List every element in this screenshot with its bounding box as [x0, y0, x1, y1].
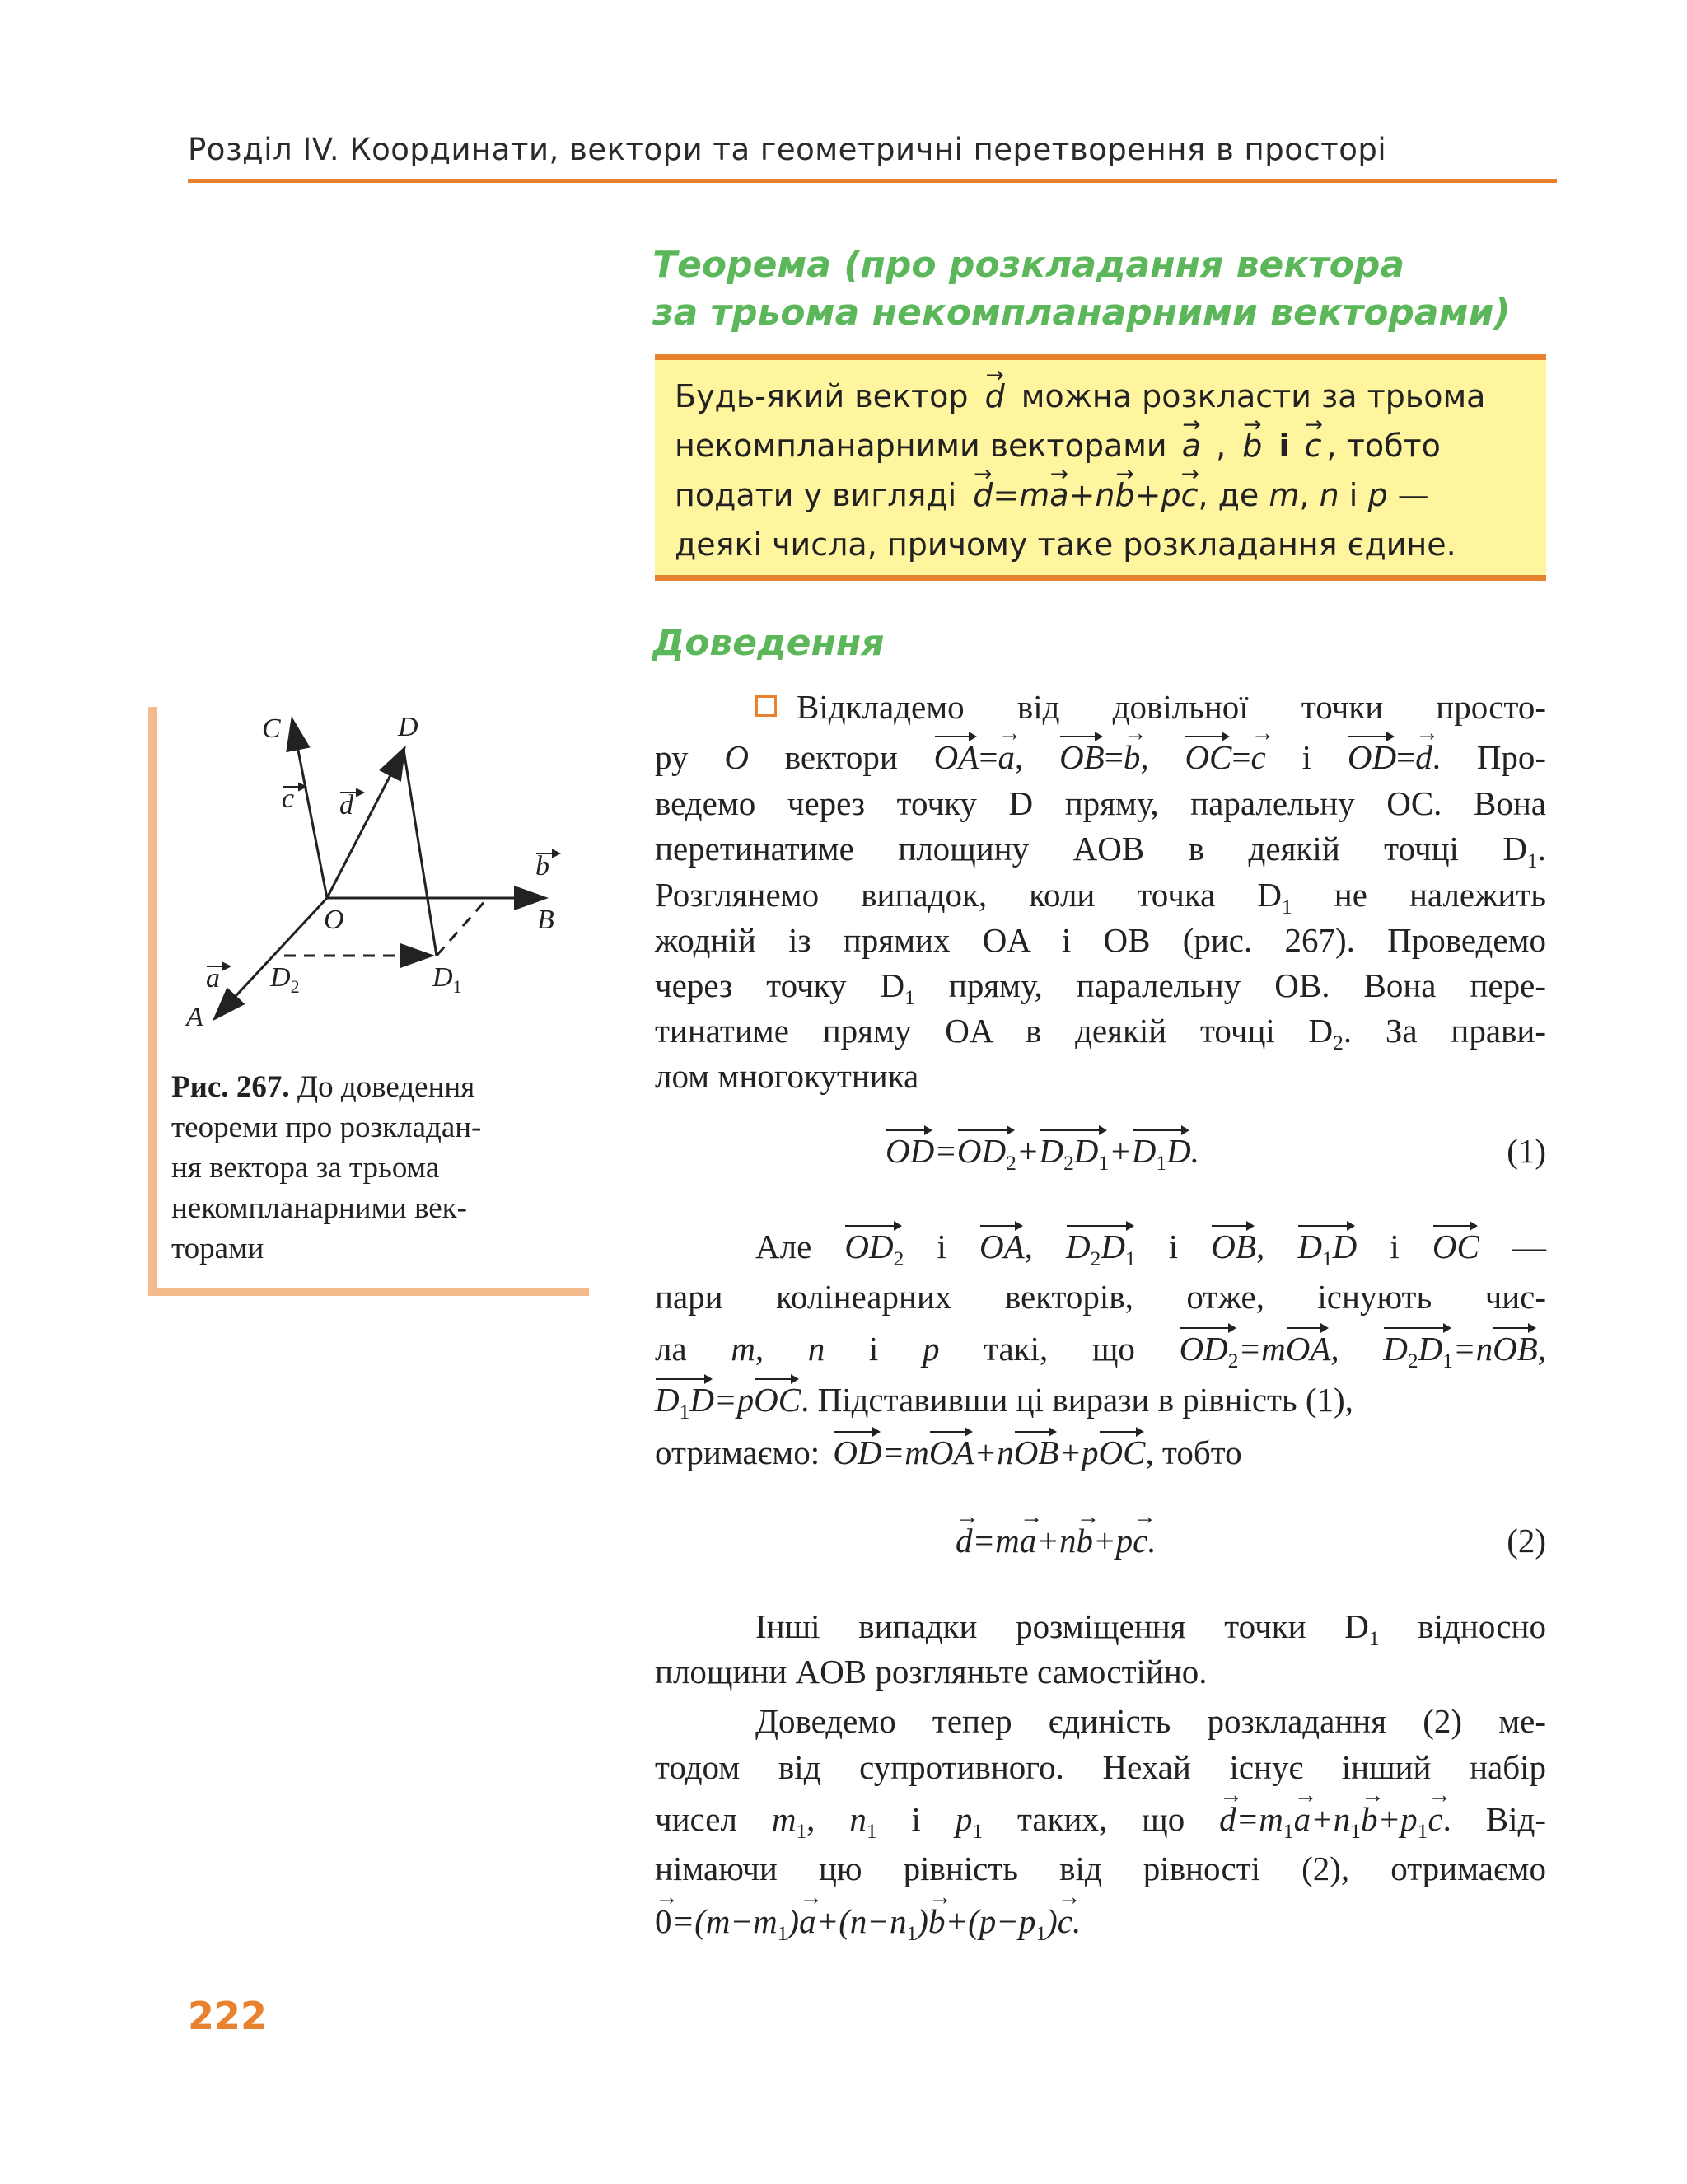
proof-p1-line1: Відкладемо від довільної точки просто- — [755, 686, 1546, 727]
theorem-box — [655, 354, 1546, 581]
equation-2-number: (2) — [1507, 1522, 1546, 1560]
proof-p4-line4: німаючи цю рівність від рівності (2), отримаємо — [655, 1850, 1546, 1887]
proof-p3-line1: Інші випадки розміщення точки $D_1$ відносно — [755, 1607, 1546, 1651]
label-vec-a: a — [206, 963, 220, 994]
proof-p4-line1: Доведемо тепер єдиність розкладання (2) ме- — [755, 1702, 1546, 1740]
proof-p1-line3: ведемо через точку D пряму, паралельну OC. Вона — [655, 784, 1546, 822]
chapter-header: Розділ IV. Координати, вектори та геометричні перетворення в просторі — [188, 132, 1387, 167]
proof-p4-line3: чисел $m_1$, $n_1$ і $p_1$ таких, що → $d=m_1\to a+n_1\to b+p_1\to c$. Від- — [655, 1798, 1546, 1852]
page-number: 222 — [188, 1994, 268, 2038]
proof-title: Доведення — [652, 622, 885, 664]
figure-267-diagram — [165, 692, 593, 1055]
proof-start-marker — [755, 695, 777, 717]
proof-p1-line8: тинатиме пряму OA в деякій точці $D_2$. За прави- — [655, 1012, 1546, 1055]
theorem-line-4: деякі числа, причому таке розкладання єдине. — [675, 526, 1456, 563]
label-D: D — [398, 712, 418, 742]
figure-caption: Рис. 267. До доведення теореми про розкладан- ня вектора за трьома некомпланарними век- торами — [171, 1070, 482, 1265]
proof-p1-line6: жодній із прямих OA і OB (рис. 267). Проведемо — [655, 921, 1546, 959]
proof-p3-line2: площини AOB розгляньте самостійно. — [655, 1653, 1208, 1691]
proof-p2-line2: пари колінеарних векторів, отже, існують чис- — [655, 1278, 1546, 1316]
label-vec-d: d — [339, 790, 353, 821]
theorem-title-line1: Теорема (про розкладання вектора — [652, 244, 1405, 286]
label-vec-b: b — [535, 851, 549, 882]
label-O: O — [324, 905, 344, 935]
theorem-line-1: Будь-який вектор → d можна розкласти за трьома — [675, 378, 1485, 414]
segment-d-d1 — [404, 750, 437, 956]
proof-p1-line9: лом многокутника — [655, 1057, 919, 1095]
label-B: B — [537, 905, 554, 935]
header-divider — [188, 179, 1557, 183]
proof-p2-line4: $D_1D=pOC$. Підставивши ці вирази в рівність (1), — [655, 1379, 1546, 1433]
proof-p1-line7: через точку $D_1$ пряму, паралельну OB. Вона пере- — [655, 966, 1546, 1010]
vector-a-arrow — [216, 898, 327, 1017]
theorem-line-2: некомпланарними векторами → a , → b і → c , тобто — [675, 428, 1441, 464]
sidebar-border-bottom — [148, 1288, 589, 1296]
theorem-title-line2: за трьома некомпланарними векторами) — [652, 292, 1511, 334]
theorem-line-3: подати у вигляді → d=m→ a+n→ b+p→ c, де m, n і p — — [675, 477, 1429, 513]
label-vec-c: c — [282, 783, 295, 814]
proof-p1-line2: ру O вектори OA=→ a, OB=→ b, OC=→ c і OD=→ d. Про- — [655, 737, 1546, 778]
label-C: C — [262, 713, 281, 744]
figure-caption-label: Рис. 267. — [171, 1070, 290, 1104]
sidebar-border-left — [148, 707, 157, 1296]
proof-p4-line2: тодом від супротивного. Нехай існує інший набір — [655, 1748, 1546, 1786]
label-A: A — [186, 1002, 203, 1032]
vector-d-arrow — [327, 750, 404, 898]
label-D1: $D_1$ — [432, 962, 462, 997]
vector-c-arrow — [292, 721, 327, 898]
proof-p4-line5: → $0=(m-m_1)\to a+(n-n_1)\to b+(p-p_1)\to c$. — [655, 1901, 1546, 1954]
proof-p2-line1: Але $OD_2$ і OA, $D_2D_1$ і OB, $D_1D$ і OC — — [755, 1226, 1546, 1279]
equation-1-number: (1) — [1507, 1132, 1546, 1170]
proof-p1-line5: Розглянемо випадок, коли точка $D_1$ не належить — [655, 876, 1546, 919]
proof-p1-line4: перетинатиме площину AOB в деякій точці $D_1$. — [655, 830, 1546, 873]
label-D2: $D_2$ — [270, 962, 300, 997]
proof-p2-line5: отримаємо: OD=mOA+nOB+pOC, тобто — [655, 1433, 1242, 1471]
proof-p2-line3: ла m, n і p такі, що $OD_2=mOA$, $D_2D_1=nOB$, — [655, 1328, 1546, 1382]
dashed-d1-parallel — [437, 898, 488, 956]
